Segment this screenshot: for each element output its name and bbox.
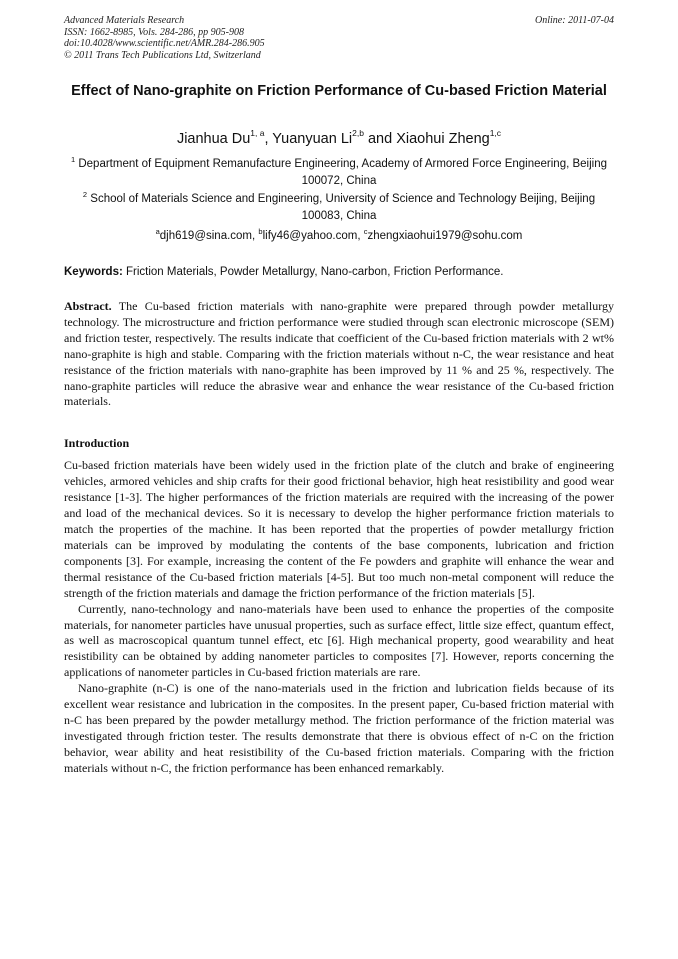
author-name: Xiaohui Zheng bbox=[396, 131, 490, 147]
author-name: Yuanyuan Li bbox=[272, 131, 353, 147]
abstract-label: Abstract. bbox=[64, 299, 112, 313]
author-superscript: 1,c bbox=[489, 128, 502, 138]
affiliation-text: Department of Equipment Remanufacture Engineering, Academy of Armored Force Engineering, Beijing 100072, China bbox=[78, 158, 608, 187]
issn-line: ISSN: 1662-8985, Vols. 284-286, pp 905-908 bbox=[64, 26, 244, 38]
paragraph: Cu-based friction materials have been widely used in the friction plate of the clutch and brake of engineering vehicles, armored vehicles and ship crafts for their good frictional behavior, high heat resistibility and good wear resistance [1-3]. The higher performances of the friction materials are required with the increasing of the power and load of the mechanical devices. So it is necessary to develop the higher performance friction materials to match the properties of the machine. It has been reported that the properties of powder metallurgy friction materials can be improved by modulating the contents of the base components, lubrication and friction components [3]. For example, increasing the content of the Fe powders and graphite will enhance the wear and thermal resistance of the Cu-based friction materials [4-5]. But too much non-metal component will reduce the strength of the friction materials and damage the friction performance of the friction materials [5]. bbox=[64, 458, 614, 600]
affiliation-2 bbox=[64, 191, 614, 224]
abstract-text: The Cu-based friction materials with nano-graphite were prepared through powder metallurgy technology. The microstructure and friction performance were studied through scan electronic microscope (SEM) and friction tester, respectively. The results indicate that coefficient of the Cu-based friction materials with 2 wt% nano-graphite is high and stable. Comparing with the friction materials without n-C, the wear resistance and heat resistance of the friction materials with nano-graphite has been improved by 11 % and 25 %, respectively. The nano-graphite particles will reduce the abrasive wear and enhance the wear resistance of the Cu-based friction materials. bbox=[64, 299, 614, 409]
email-address[interactable]: djh619@sina.com bbox=[159, 230, 253, 242]
author-superscript: 2,b bbox=[352, 128, 364, 138]
affiliation-1 bbox=[64, 156, 614, 189]
journal-name: Advanced Materials Research bbox=[64, 15, 185, 26]
online-date: Online: 2011-07-04 bbox=[535, 15, 614, 26]
email-superscript: a bbox=[155, 227, 160, 236]
doi-line: doi:10.4028/www.scientific.net/AMR.284-286.905 bbox=[64, 38, 265, 49]
paper-title: Effect of Nano-graphite on Friction Performance of Cu-based Friction Material bbox=[71, 83, 607, 99]
journal-header bbox=[64, 15, 265, 61]
email-address[interactable]: lify46@yahoo.com bbox=[262, 230, 358, 242]
affiliation-number: 2 bbox=[82, 190, 88, 199]
author-separator: and bbox=[363, 131, 397, 147]
keywords bbox=[64, 264, 614, 280]
paragraph: Nano-graphite (n-C) is one of the nano-materials used in the friction and lubrication fields because of its excellent wear resistance and lubrication in the composites. In the present paper, Cu-based friction material with n-C has been prepared by the powder metallurgy method. The friction performance of the friction material was investigated through friction tester. The results demonstrate that there is obvious effect of n-C on the friction behavior, wear ability and heat resistibility of the Cu-based friction materials. Comparing with the friction materials without n-C, the friction performance has been enhanced remarkably. bbox=[64, 681, 614, 776]
keywords-label: Keywords: bbox=[64, 266, 123, 278]
author-list bbox=[64, 129, 614, 149]
author-name: Jianhua Du bbox=[176, 131, 251, 147]
affiliation-text: School of Materials Science and Engineering, University of Science and Technology Beijing, Beijing 100083, China bbox=[90, 193, 596, 222]
email-superscript: c bbox=[363, 227, 368, 236]
section-heading-introduction: Introduction bbox=[64, 436, 130, 450]
email-address[interactable]: zhengxiaohui1979@sohu.com bbox=[367, 230, 523, 242]
email-list: $^a$djh619@sina.com, $^b$lify46@yahoo.com, $^c$zhengxiaohui1979@sohu.com bbox=[155, 227, 523, 242]
keywords-text: Friction Materials, Powder Metallurgy, Nano-carbon, Friction Performance. bbox=[126, 266, 504, 278]
affiliation-number: 1 bbox=[70, 155, 76, 164]
abstract bbox=[64, 299, 614, 410]
paragraph: Currently, nano-technology and nano-materials have been used to enhance the properties of the composite materials, for nanometer particles have unusual properties, such as surface effect, little size effect, quantum effect, as well as macroscopical quantum tunnel effect, etc [6]. High mechanical property, good wearability and heat resistibility can be obtained by adding nanometer particles to composites [7]. However, reports concerning the applications of nanometer particles in Cu-based friction materials are rare. bbox=[64, 601, 614, 680]
author-superscript: 1, a bbox=[250, 128, 265, 138]
introduction-body bbox=[64, 458, 614, 777]
author-separator: , bbox=[264, 131, 273, 147]
email-superscript: b bbox=[258, 227, 263, 236]
copyright-line: © 2011 Trans Tech Publications Ltd, Switzerland bbox=[64, 49, 261, 61]
